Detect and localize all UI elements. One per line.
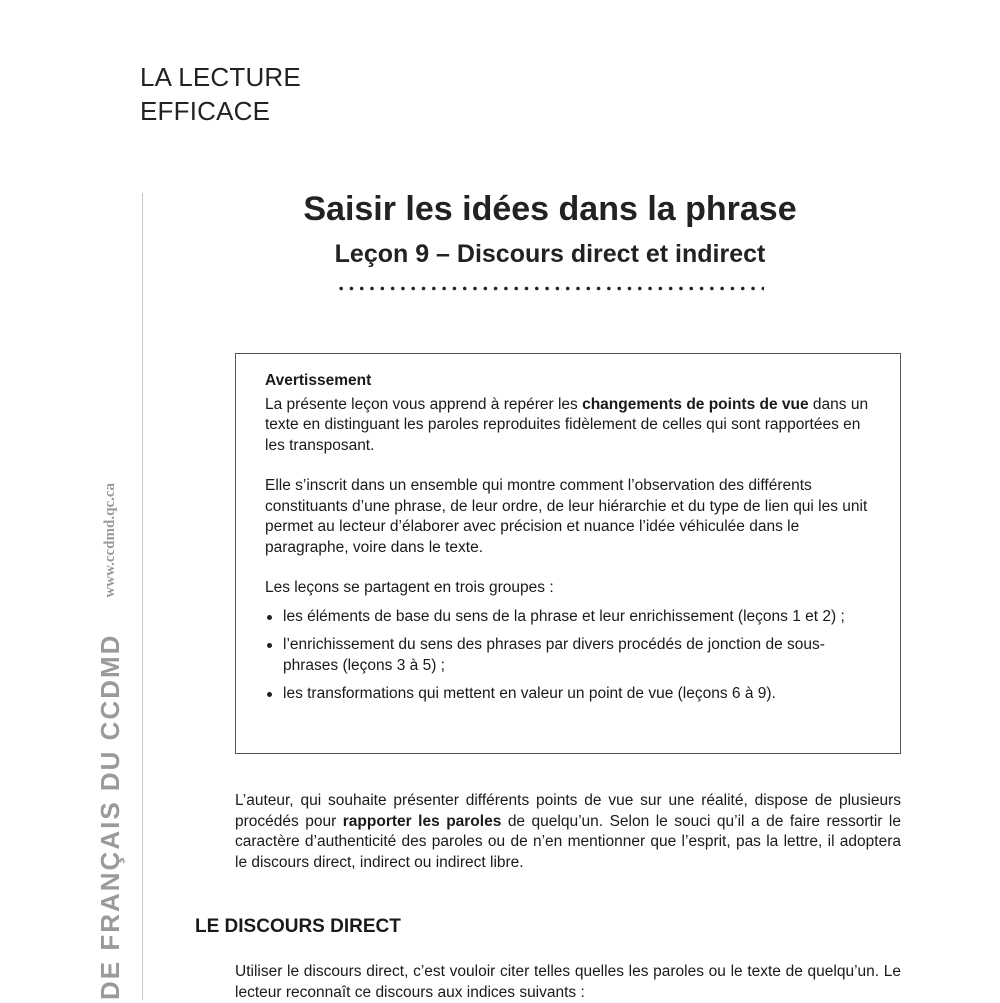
warning-box	[235, 353, 901, 754]
list-item: les éléments de base du sens de la phrase et leur enrichissement (leçons 1 et 2) ;	[265, 607, 870, 628]
warning-paragraph-2: Elle s’inscrit dans un ensemble qui montre comment l’observation des différents constituants d’une phrase, de leur ordre, de leur hiérarchie et du type de lien qui les unit permet au lecteur d’élaborer avec précision et nuance l’idée véhiculée dans le paragraphe, voire dans le texte.	[265, 477, 868, 556]
warning-paragraph-1: La présente leçon vous apprend à repérer les changements de points de vue dans un texte en distinguant les paroles reproduites fidèlement de celles qui sont rapportées en les transposant.	[265, 395, 869, 454]
emphasis-rapporter-paroles: rapporter les paroles	[342, 812, 502, 830]
series-title	[140, 60, 301, 128]
website-link[interactable]: www.ccdmd.qc.ca	[101, 482, 118, 598]
warning-heading: Avertissement	[265, 372, 372, 389]
margin-rule	[142, 193, 143, 1000]
series-title-line1: LA LECTURE	[140, 62, 301, 92]
dotted-divider	[336, 286, 764, 291]
warning-paragraph-3: Les leçons se partagent en trois groupes :	[265, 579, 554, 596]
collection-name: DE FRANÇAIS DU CCDMD	[94, 633, 125, 1000]
lesson-groups-list	[265, 607, 870, 705]
section-paragraph: Utiliser le discours direct, c’est vouloir citer telles quelles les paroles ou le texte de quelqu’un. Le lecteur reconnaît ce discours aux indices suivants :	[235, 963, 901, 1001]
intro-paragraph: L’auteur, qui souhaite présenter différents points de vue sur une réalité, dispose de plusieurs procédés pour rapporter les paroles de quelqu’un. Selon le souci qu’il a de faire ressortir le caractère d’authenticité des paroles ou de n’en mentionner que l’esprit, pas la lettre, il adoptera le discours direct, indirect ou indirect libre.	[235, 792, 901, 871]
list-item: l’enrichissement du sens des phrases par divers procédés de jonction de sous-phrases (leçons 3 à 5) ;	[265, 635, 870, 676]
series-title-line2: EFFICACE	[140, 96, 271, 126]
page-title: Saisir les idées dans la phrase	[303, 190, 797, 228]
emphasis-points-de-vue: changements de points de vue	[582, 395, 809, 413]
lesson-subtitle: Leçon 9 – Discours direct et indirect	[334, 240, 766, 268]
section-heading: LE DISCOURS DIRECT	[195, 916, 401, 937]
sidebar-vertical-text	[94, 483, 126, 1000]
list-item: les transformations qui mettent en valeur un point de vue (leçons 6 à 9).	[265, 684, 870, 705]
